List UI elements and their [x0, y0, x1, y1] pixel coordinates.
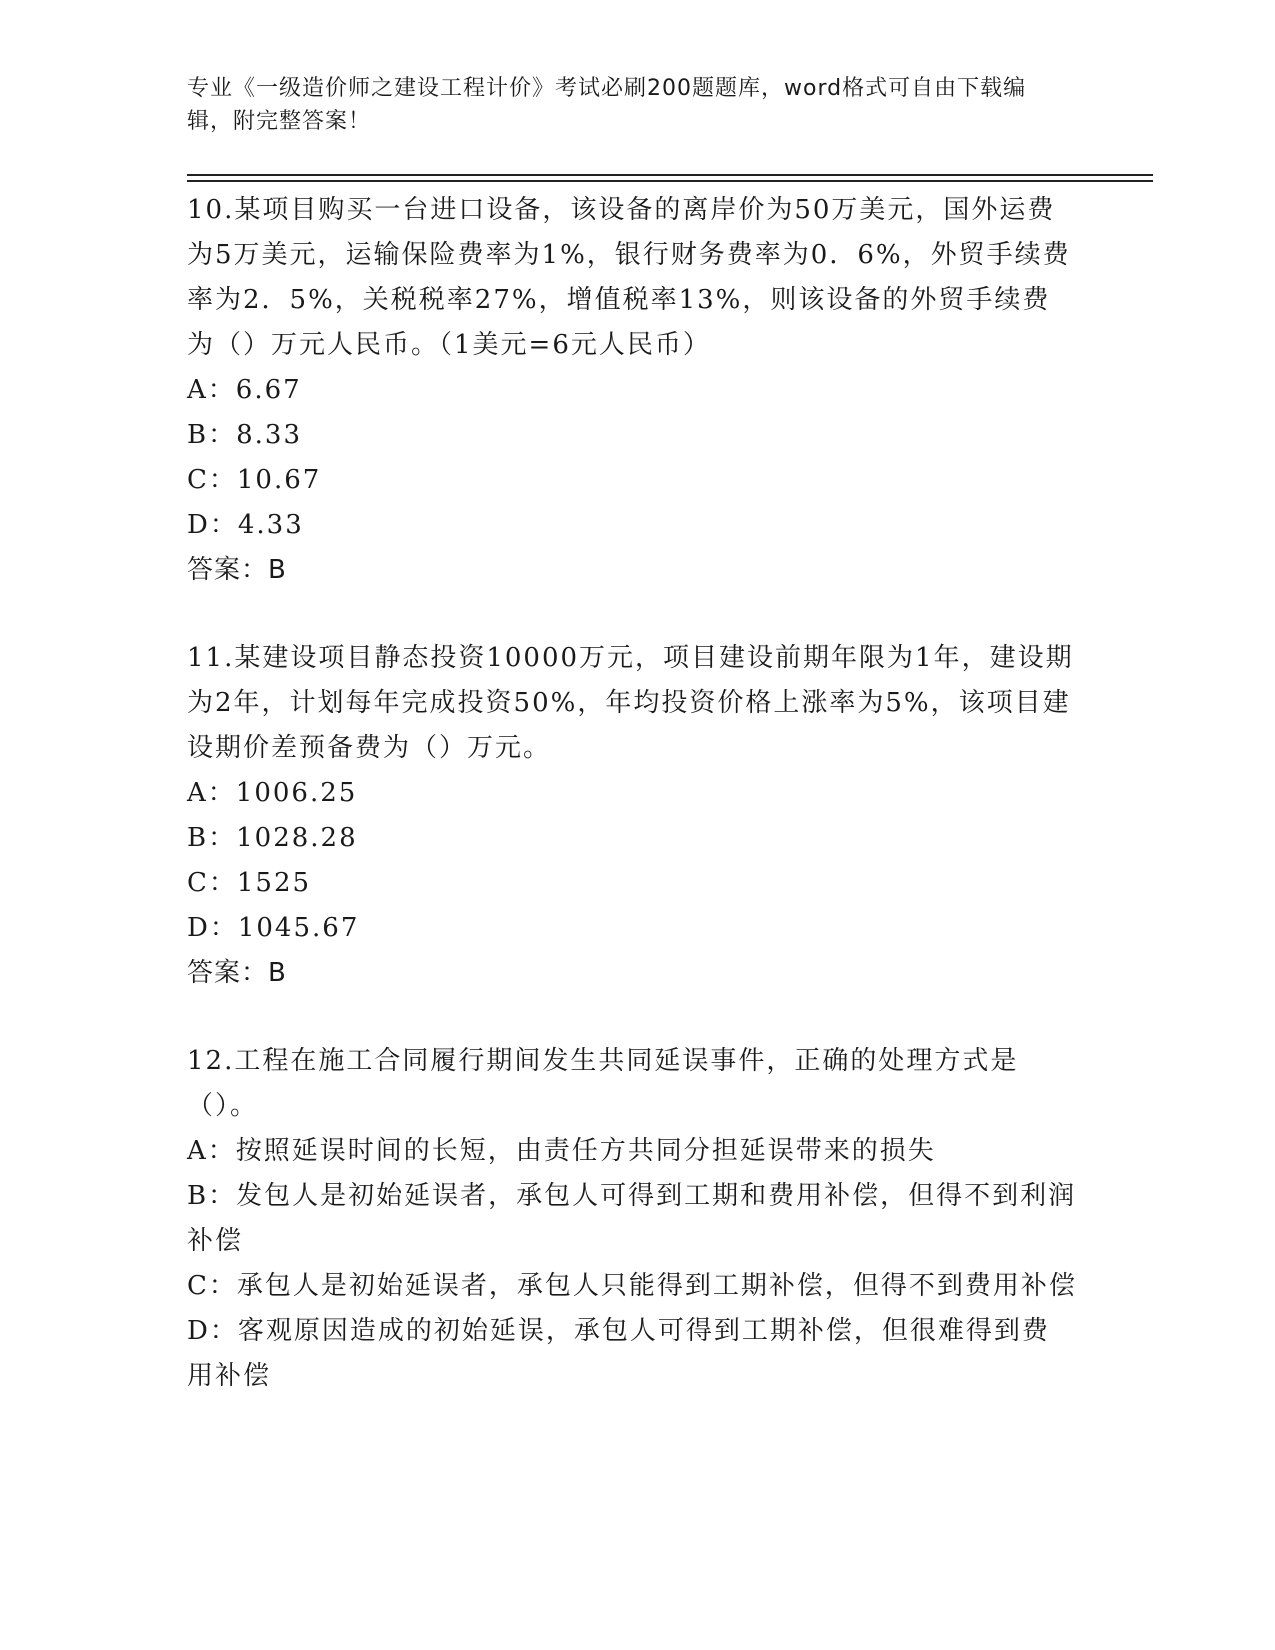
option-b: B：1028.28 — [187, 823, 358, 853]
option-d: D：客观原因造成的初始延误，承包人可得到工期补偿，但很难得到费用补偿 — [187, 1316, 1050, 1391]
header-rule-bottom — [187, 180, 1153, 182]
option-d: D：4.33 — [187, 510, 304, 540]
option-b: B：8.33 — [187, 420, 302, 450]
answer-line: 答案：B — [187, 555, 287, 585]
option-d: D：1045.67 — [187, 913, 360, 943]
question-spacer — [187, 996, 1077, 1039]
question-text: 11.某建设项目静态投资10000万元，项目建设前期年限为1年，建设期为2年，计划每年完成投资50%，年均投资价格上涨率为5%，该项目建设期价差预备费为（）万元。 — [187, 643, 1074, 763]
option-a: A：6.67 — [187, 375, 302, 405]
answer-line: 答案：B — [187, 958, 287, 988]
option-c: C：承包人是初始延误者，承包人只能得到工期补偿，但得不到费用补偿 — [187, 1271, 1077, 1301]
question-12 — [187, 1039, 1077, 1399]
question-11 — [187, 636, 1077, 996]
option-b: B：发包人是初始延误者，承包人可得到工期和费用补偿，但得不到利润补偿 — [187, 1181, 1077, 1256]
document-header: 专业《一级造价师之建设工程计价》考试必刷200题题库，word格式可自由下载编辑，附完整答案！ — [187, 76, 1027, 134]
option-c: C：1525 — [187, 868, 312, 898]
header-rule-top — [187, 174, 1153, 176]
option-a: A：1006.25 — [187, 778, 358, 808]
question-text: 12.工程在施工合同履行期间发生共同延误事件，正确的处理方式是（）。 — [187, 1046, 1019, 1121]
option-a: A：按照延误时间的长短，由责任方共同分担延误带来的损失 — [187, 1136, 936, 1166]
question-spacer — [187, 593, 1077, 636]
question-list — [187, 188, 1077, 1399]
question-10 — [187, 188, 1077, 593]
option-c: C：10.67 — [187, 465, 322, 495]
question-text: 10.某项目购买一台进口设备，该设备的离岸价为50万美元，国外运费为5万美元，运输保险费率为1%，银行财务费率为0．6%，外贸手续费率为2．5%，关税税率27%，增值税率13%，则该设备的外贸手续费为（）万元人民币。（1美元=6元人民币） — [187, 195, 1071, 360]
